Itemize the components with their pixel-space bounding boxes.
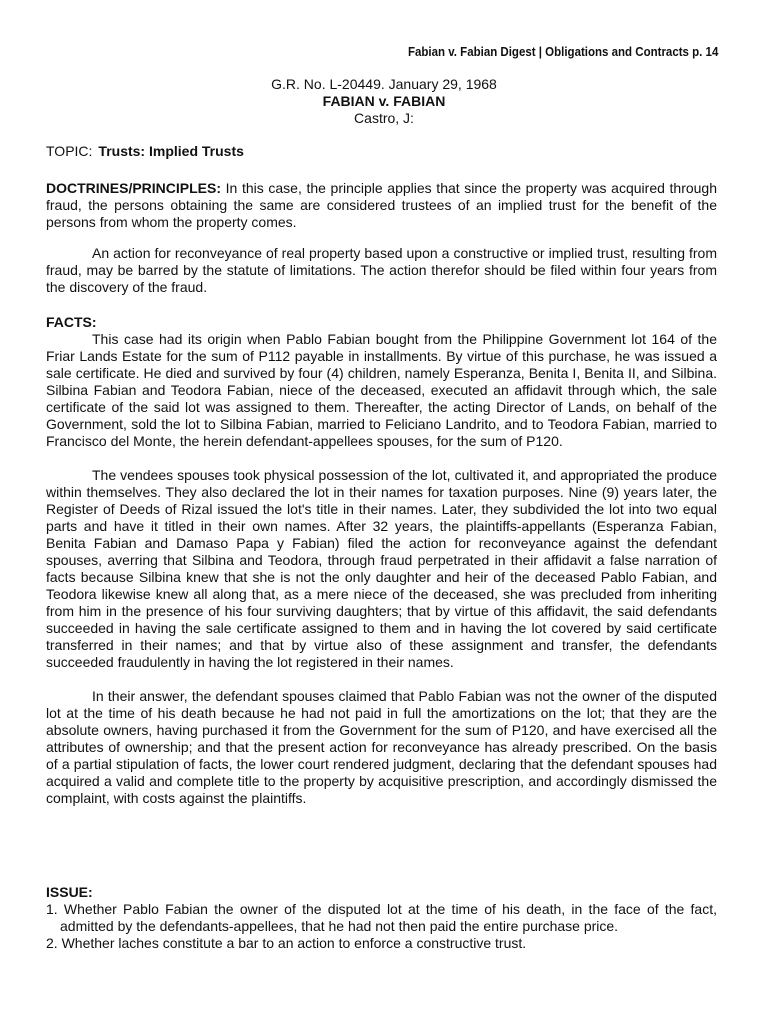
topic-line <box>46 143 717 160</box>
doctrines-text-1: In this case, the principle applies that since the property was acquired through fraud, the persons obtaining the same are considered trustees of an implied trust for the benefit of the persons from whom the property comes. <box>46 180 717 230</box>
topic-label: TOPIC: <box>46 143 93 159</box>
facts-paragraph-1: This case had its origin when Pablo Fabian bought from the Philippine Government lot 164 of the Friar Lands Estate for the sum of P112 payable in installments. By virtue of this purchase, he was issued a sale certificate. He died and survived by four (4) children, namely Esperanza, Benita I, Benita II, and Silbina. Silbina Fabian and Teodora Fabian, niece of the deceased, executed an affidavit through which, the sale certificate of the said lot was assigned to them. Thereafter, the acting Director of Lands, on behalf of the Government, sold the lot to Silbina Fabian, married to Feliciano Landrito, and to Teodora Fabian, married to Francisco del Monte, the herein defendant-appellees spouses, for the sum of P120. <box>46 331 717 449</box>
doctrines-paragraph-2-block <box>46 245 717 296</box>
facts-label: FACTS: <box>46 314 97 330</box>
gr-number-line: G.R. No. L-20449. January 29, 1968 <box>271 76 497 92</box>
issue-list <box>46 901 717 952</box>
issue-item-1: 1. Whether Pablo Fabian the owner of the disputed lot at the time of his death, in the face of the fact, admitted by the defendants-appellees, that he had not then paid the entire purchase price. <box>46 901 717 934</box>
facts-section <box>46 314 717 807</box>
doctrines-paragraph-1 <box>46 180 717 231</box>
doctrines-paragraph-2: An action for reconveyance of real property based upon a constructive or implied trust, resulting from fraud, may be barred by the statute of limitations. The action therefor should be filed within four years from the discovery of the fraud. <box>46 245 717 295</box>
issue-section <box>46 884 717 952</box>
case-caption <box>0 76 768 127</box>
doctrines-section <box>46 180 717 231</box>
ponente: Castro, J: <box>354 110 414 126</box>
running-header: Fabian v. Fabian Digest | Obligations and Contracts p. 14 <box>407 45 718 59</box>
doctrines-label: DOCTRINES/PRINCIPLES: <box>46 180 222 196</box>
case-title: FABIAN v. FABIAN <box>322 93 446 109</box>
issue-label: ISSUE: <box>46 884 93 900</box>
topic-value: Trusts: Implied Trusts <box>98 143 244 159</box>
facts-paragraph-2: The vendees spouses took physical possession of the lot, cultivated it, and appropriated the produce within themselves. They also declared the lot in their names for taxation purposes. Nine (9) years later, the Register of Deeds of Rizal issued the lot's title in their names. Later, they subdivided the lot into two equal parts and have it titled in their own names. After 32 years, the plaintiffs-appellants (Esperanza Fabian, Benita Fabian and Damaso Papa y Fabian) filed the action for reconveyance against the defendant spouses, averring that Silbina and Teodora, through fraud perpetrated in their affidavit a false narration of facts because Silbina knew that she is not the only daughter and heir of the deceased Pablo Fabian, and Teodora likewise knew all along that, as a mere niece of the deceased, she was precluded from inheriting from him in the presence of his four surviving daughters; that by virtue of this affidavit, the said defendants succeeded in having the sale certificate assigned to them and in having the lot covered by said certificate transferred in their names; and that by virtue also of these assignment and transfer, the defendants succeeded fraudulently in having the lot registered in their names. <box>46 467 717 670</box>
facts-paragraph-3: In their answer, the defendant spouses claimed that Pablo Fabian was not the owner of the disputed lot at the time of his death because he had not paid in full the amortizations on the lot; that they are the absolute owners, having purchased it from the Government for the sum of P120, and have exercised all the attributes of ownership; and that the present action for reconveyance has already prescribed. On the basis of a partial stipulation of facts, the lower court rendered judgment, declaring that the defendant spouses had acquired a valid and complete title to the property by acquisitive prescription, and accordingly dismissed the complaint, with costs against the plaintiffs. <box>46 688 717 806</box>
issue-item-2: 2. Whether laches constitute a bar to an action to enforce a constructive trust. <box>46 935 527 951</box>
